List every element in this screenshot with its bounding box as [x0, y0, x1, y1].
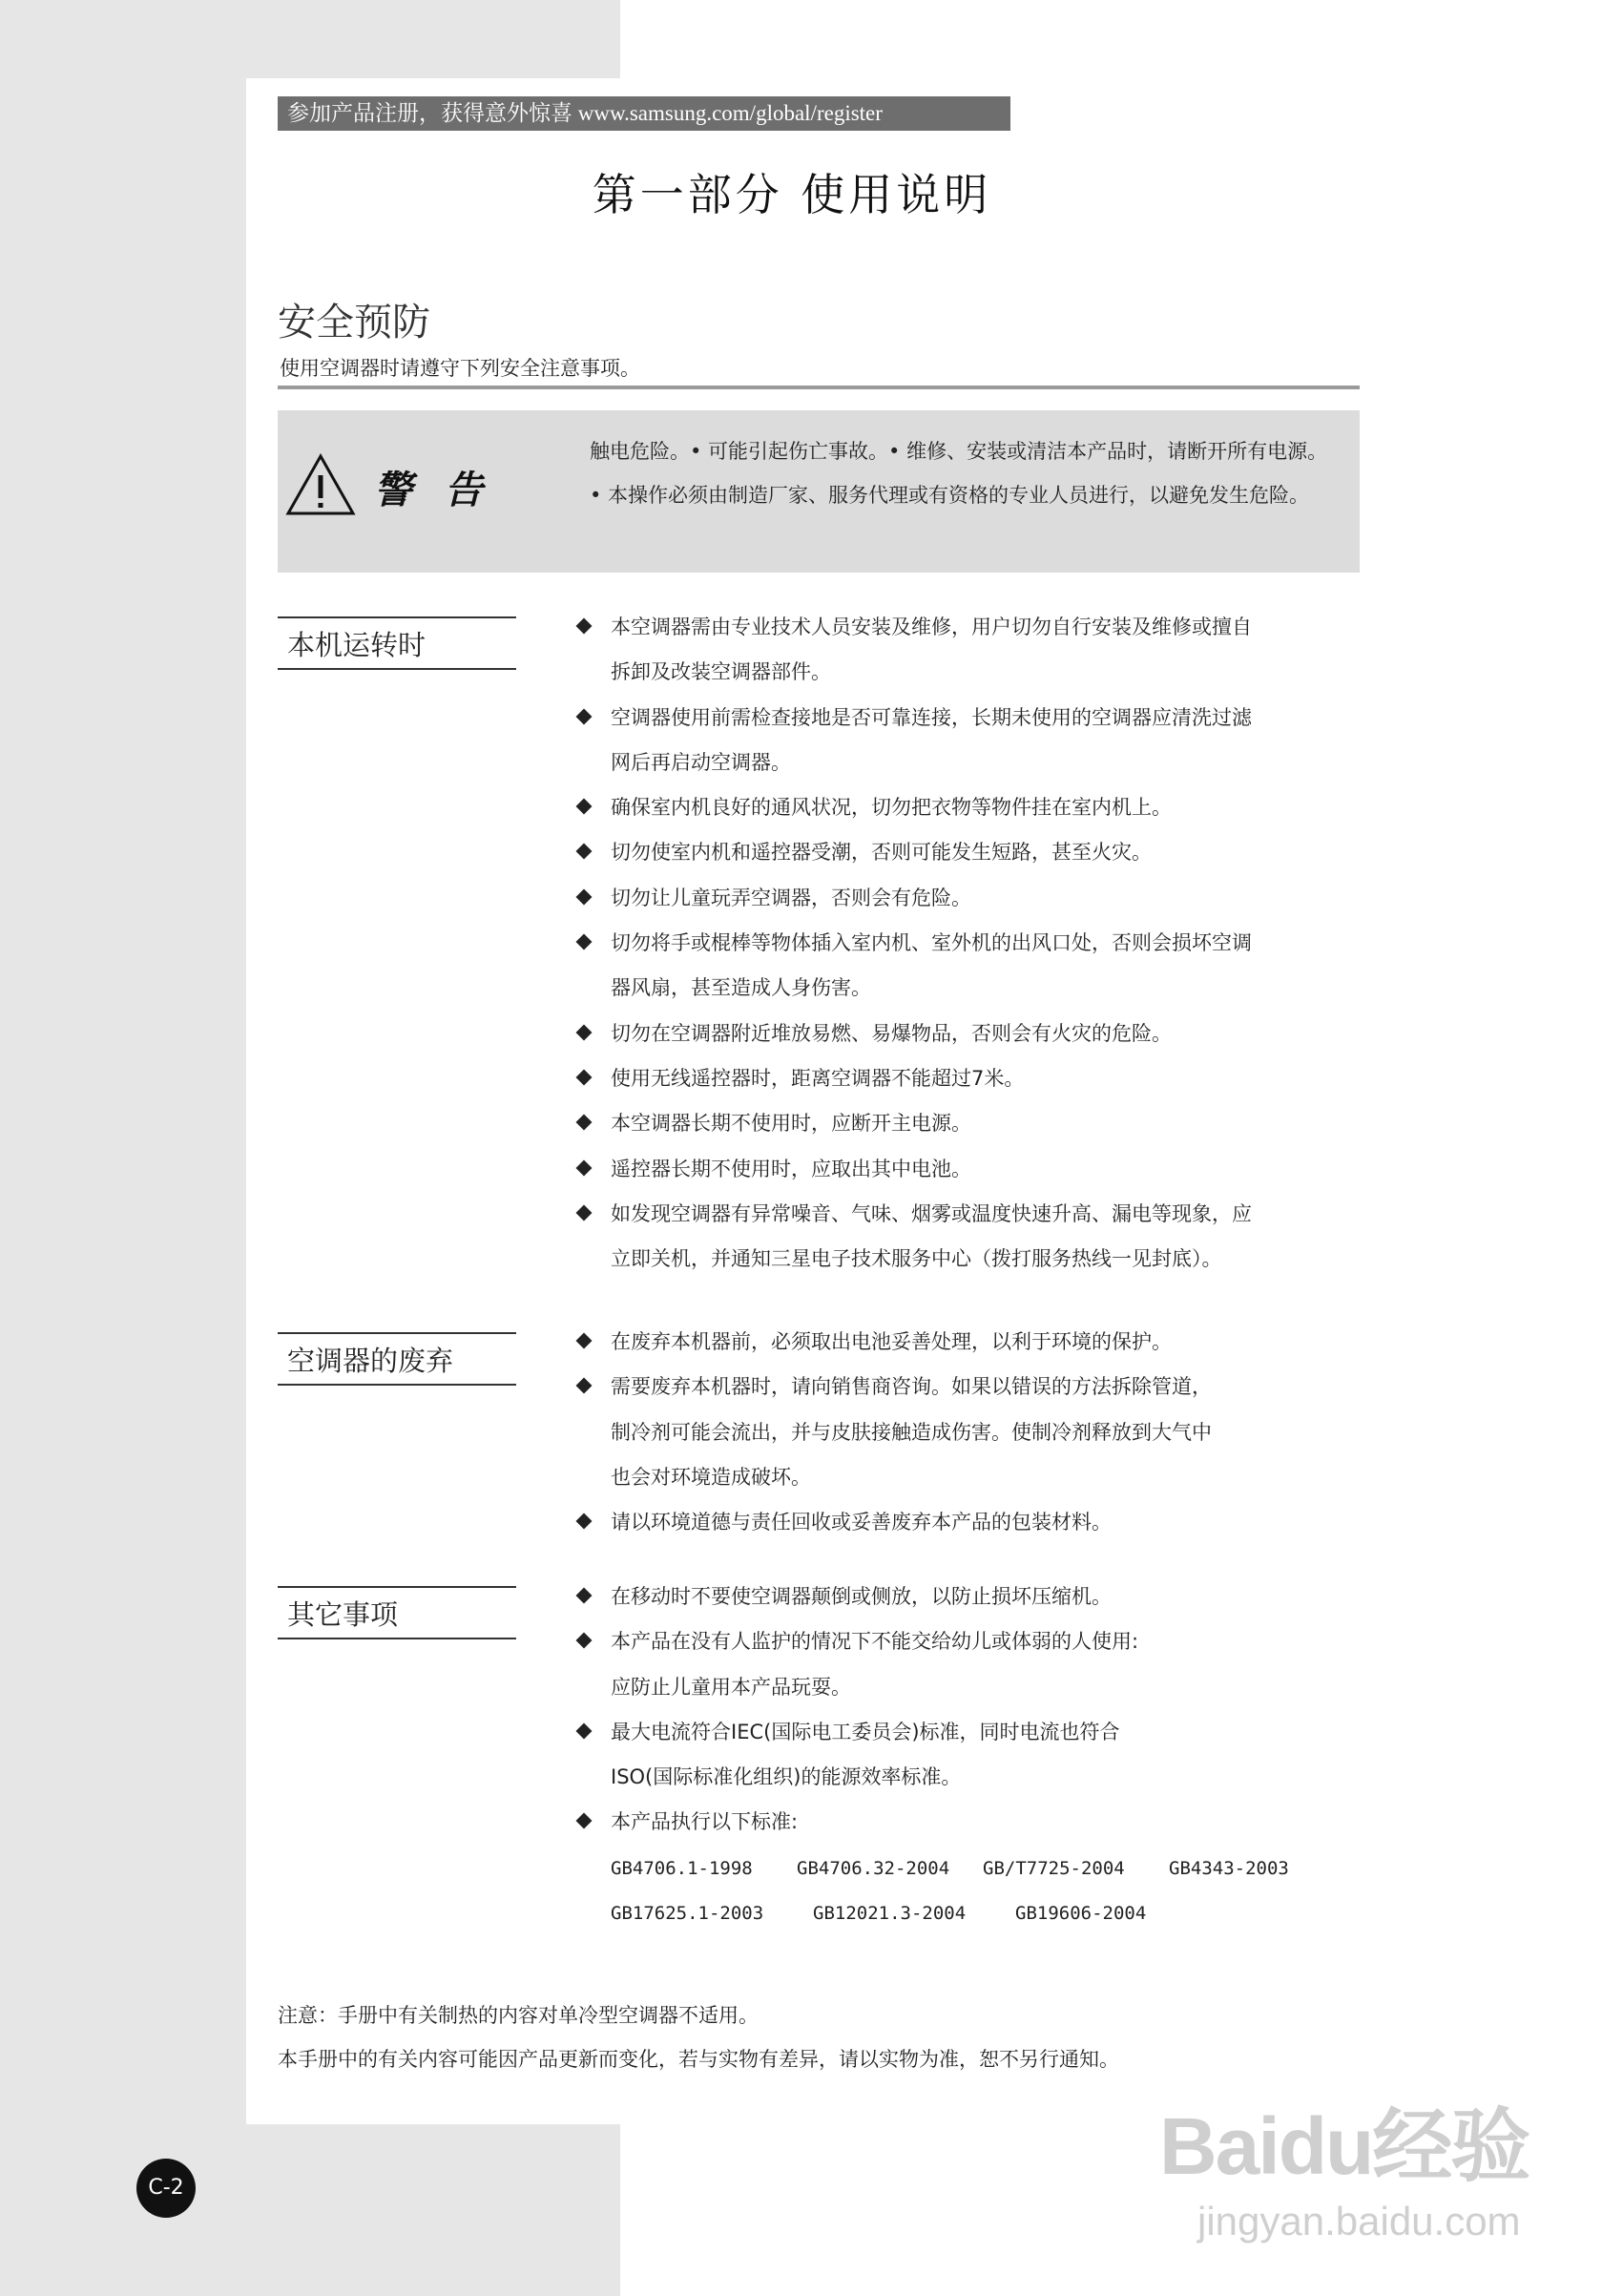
list-item: 在移动时不要使空调器颠倒或侧放，以防止损坏压缩机。 — [578, 1575, 1361, 1619]
diamond-bullet-icon — [576, 934, 593, 950]
diamond-bullet-icon — [576, 1069, 593, 1085]
diamond-bullet-icon — [576, 1159, 593, 1176]
operation-list — [578, 605, 1361, 1282]
standards-row — [611, 1891, 1355, 1936]
diamond-bullet-icon — [576, 888, 593, 905]
page-margin-strip — [95, 0, 246, 2124]
diamond-bullet-icon — [576, 618, 593, 635]
list-item: 空调器使用前需检查接地是否可靠连接，长期未使用的空调器应清洗过滤 网后再启动空调器。 — [578, 696, 1361, 786]
diamond-bullet-icon — [576, 1378, 593, 1394]
list-item: 最大电流符合IEC(国际电工委员会)标准，同时电流也符合 ISO(国际标准化组织)的能源效率标准。 — [578, 1710, 1361, 1801]
category-disposal: 空调器的废弃 — [278, 1332, 516, 1386]
list-item: 切勿在空调器附近堆放易燃、易爆物品，否则会有火灾的危险。 — [578, 1012, 1361, 1056]
diamond-bullet-icon — [576, 1333, 593, 1349]
list-item: 请以环境道德与责任回收或妥善废弃本产品的包装材料。 — [578, 1500, 1361, 1545]
standards-table — [611, 1847, 1355, 1936]
category-others: 其它事项 — [278, 1586, 516, 1639]
warning-text: 触电危险。• 可能引起伤亡事故。• 维修、安装或清洁本产品时，请断开所有电源。• 本操作必须由制造厂家、服务代理或有资格的专业人员进行，以避免发生危险。 — [590, 440, 1328, 507]
page-margin-left — [0, 0, 95, 2296]
diamond-bullet-icon — [576, 1588, 593, 1604]
list-item: 本空调器长期不使用时，应断开主电源。 — [578, 1101, 1361, 1146]
standard-code: GB17625.1-2003 — [611, 1903, 764, 1924]
standard-code: GB19606-2004 — [1015, 1903, 1147, 1924]
disposal-list — [578, 1320, 1361, 1545]
warning-triangle-icon — [284, 452, 357, 517]
diamond-bullet-icon — [576, 1024, 593, 1040]
list-item: 切勿使室内机和遥控器受潮，否则可能发生短路，甚至火灾。 — [578, 830, 1361, 875]
list-item: 在废弃本机器前，必须取出电池妥善处理，以利于环境的保护。 — [578, 1320, 1361, 1365]
footnote: 注意：手册中有关制热的内容对单冷型空调器不适用。 — [278, 2004, 759, 2027]
list-item: 遥控器长期不使用时，应取出其中电池。 — [578, 1147, 1361, 1192]
category-operation: 本机运转时 — [278, 616, 516, 670]
watermark-url: jingyan.baidu.com — [1197, 2199, 1521, 2244]
watermark-logo: Baidu经验 — [1159, 2101, 1529, 2191]
list-item: 本空调器需由专业技术人员安装及维修，用户切勿自行安装及维修或擅自 拆卸及改装空调器部件。 — [578, 605, 1361, 696]
standard-code: GB/T7725-2004 — [983, 1858, 1125, 1879]
standards-row — [611, 1847, 1355, 1891]
section-divider — [278, 386, 1360, 389]
diamond-bullet-icon — [576, 1722, 593, 1739]
register-bar: 参加产品注册，获得意外惊喜 www.samsung.com/global/register — [278, 96, 1010, 131]
diamond-bullet-icon — [576, 1115, 593, 1131]
list-item: 确保室内机良好的通风状况，切勿把衣物等物件挂在室内机上。 — [578, 785, 1361, 830]
list-item: 如发现空调器有异常噪音、气味、烟雾或温度快速升高、漏电等现象，应 立即关机，并通知三星电子技术服务中心（拨打服务热线一见封底）。 — [578, 1192, 1361, 1283]
page-margin-top — [95, 0, 620, 78]
section-title: 安全预防 — [278, 301, 430, 344]
page-number: C-2 — [136, 2159, 196, 2218]
diamond-bullet-icon — [576, 1513, 593, 1530]
list-item: 需要废弃本机器时，请向销售商咨询。如果以错误的方法拆除管道， 制冷剂可能会流出，并与皮肤接触造成伤害。使制冷剂释放到大气中 也会对环境造成破坏。 — [578, 1365, 1361, 1500]
others-list — [578, 1575, 1361, 1846]
standard-code: GB4343-2003 — [1169, 1858, 1289, 1879]
main-title: 第一部分 使用说明 — [592, 169, 992, 220]
standard-code: GB4706.1-1998 — [611, 1858, 753, 1879]
diamond-bullet-icon — [576, 799, 593, 815]
section-subtitle: 使用空调器时请遵守下列安全注意事项。 — [280, 357, 640, 380]
footnote: 本手册中的有关内容可能因产品更新而变化，若与实物有差异，请以实物为准，恕不另行通知。 — [278, 2048, 1119, 2071]
list-item: 本产品在没有人监护的情况下不能交给幼儿或体弱的人使用: 应防止儿童用本产品玩耍。 — [578, 1619, 1361, 1710]
list-item: 本产品执行以下标准: — [578, 1800, 1361, 1845]
list-item: 切勿将手或棍棒等物体插入室内机、室外机的出风口处，否则会损坏空调 器风扇，甚至造成人身伤害。 — [578, 921, 1361, 1012]
diamond-bullet-icon — [576, 844, 593, 860]
diamond-bullet-icon — [576, 1633, 593, 1649]
standard-code: GB12021.3-2004 — [813, 1903, 967, 1924]
diamond-bullet-icon — [576, 1813, 593, 1829]
list-item: 使用无线遥控器时，距离空调器不能超过7米。 — [578, 1056, 1361, 1101]
warning-title: 警 告 — [374, 469, 492, 512]
diamond-bullet-icon — [576, 1204, 593, 1221]
standard-code: GB4706.32-2004 — [797, 1858, 950, 1879]
watermark — [1159, 2082, 1541, 2273]
list-item: 切勿让儿童玩弄空调器，否则会有危险。 — [578, 876, 1361, 921]
diamond-bullet-icon — [576, 708, 593, 724]
